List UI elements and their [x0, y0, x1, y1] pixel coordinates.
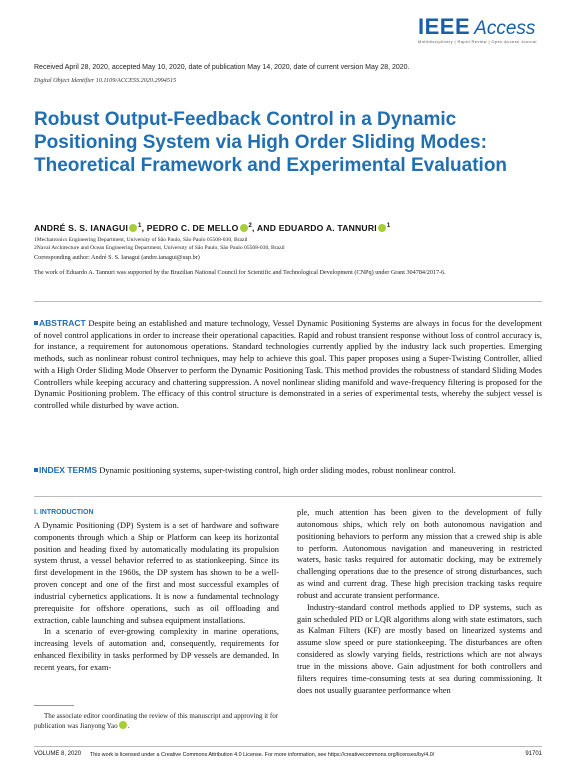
affiliation-1: 1Mechatronics Engineering Department, University of São Paulo, São Paulo 05508-030, Brazil — [34, 237, 248, 243]
editor-footnote: The associate editor coordinating the review of this manuscript and approving it for publication was Jianyong Yao . — [34, 712, 279, 730]
author-1: ANDRÉ S. S. IANAGUI — [34, 223, 129, 233]
author-2-affil: 2 — [248, 223, 253, 230]
index-terms-label: INDEX TERMS — [39, 465, 98, 475]
abstract — [34, 318, 542, 412]
footer-divider — [34, 746, 542, 747]
section-heading: I. INTRODUCTION — [34, 509, 94, 516]
paragraph: In a scenario of ever-growing complexity in marine operations, increasing levels of automation and, consequently, requirements for enhanced flexibility in tasks performed by DP vessels are demanded. In recent years, for exam- — [34, 627, 279, 672]
square-bullet-icon — [34, 468, 38, 472]
affiliation-2: 2Naval Architecture and Ocean Engineering Department, University of São Paulo, São Paulo 05508-030, Brazil — [34, 245, 285, 251]
paragraph: Industry-standard control methods applied to DP systems, such as gain scheduled PID or LQR algorithms along with state estimators, such as Kalman Filters (KF) are mostly based on linearized systems and assume slow speed or pure stationkeeping. The disturbances are often considered as slowly varying fields, restrictions which are not always true in the missions above. Gain adjustment for both controllers and filters requires time-consuming tests at sea during commissioning. It does not usually guarantee performance when — [297, 602, 542, 695]
paragraph: ple, much attention has been given to the development of fully autonomous ships, which rely on both autonomous navigation and positioning behaviors to perform any mission that a crewed ship is able to perform. Autonomous navigation and maneuvering in restricted waters, basic tasks required for automatic docking, may be extremely challenging operations due to the presence of strong disturbances, such as wind and current drag. These high precision tracking tasks require robust and accurate transient performance. — [297, 508, 542, 600]
orcid-icon[interactable] — [378, 224, 386, 232]
index-terms-text: Dynamic positioning systems, super-twisting control, high order sliding modes, robust nonlinear control. — [99, 465, 456, 475]
corresponding-author: Corresponding author: André S. S. Ianagui (andre.ianagui@usp.br) — [34, 254, 200, 261]
author-3: , AND EDUARDO A. TANNURI — [252, 223, 377, 233]
footer-page-number: 91701 — [525, 751, 542, 757]
divider — [34, 496, 542, 497]
doi: Digital Object Identifier 10.1109/ACCESS.2020.2994515 — [34, 77, 177, 84]
footer-license: This work is licensed under a Creative Commons Attribution 4.0 License. For more information, see https://creativecommons.org/licenses/by/4.0/ — [90, 752, 435, 758]
paragraph: A Dynamic Positioning (DP) System is a set of hardware and software components through which a Ship or Platform can keep its horizontal position and heading fixed by automatically modulating its propulsion system thrust, a vessel behavior referred to as stationkeeping. Since its first development in the 1960s, the DP system has shown to be a well-proven concept and one of the first and most successful examples of industrial cybernetics applications. It is now a fundamental technology prerequisite for offshore operations, such as oil offloading and extraction, cable launching and subsea equipment installations. — [34, 520, 279, 625]
received-dates: Received April 28, 2020, accepted May 10, 2020, date of publication May 14, 2020, date of current version May 28, 2020. — [34, 64, 410, 71]
index-terms — [34, 465, 504, 477]
paper-title: Robust Output-Feedback Control in a Dynamic Positioning System via High Order Sliding Modes: Theoretical Framework and Experimental Evaluation — [34, 109, 508, 176]
footnote-divider — [34, 705, 74, 706]
right-column — [297, 507, 542, 697]
author-1-affil: 1 — [138, 223, 142, 230]
logo-ieee-text: IEEE — [418, 14, 471, 39]
author-3-affil: 1 — [386, 223, 391, 230]
ieee-access-logo — [418, 14, 536, 42]
abstract-label: ABSTRACT — [39, 318, 86, 328]
footer-volume: VOLUME 8, 2020 — [34, 751, 82, 757]
funding-statement: The work of Eduardo A. Tannuri was supported by the Brazilian National Council for Scientific and Technological Development (CNPq) under Grant 304784/2017-6. — [34, 269, 446, 276]
logo-access-text: Access — [474, 18, 536, 39]
divider — [34, 301, 542, 302]
abstract-text: Despite being an established and mature technology, Vessel Dynamic Positioning Systems are always in focus for the development of novel control applications in order to increase their operational capacities. Rapid and robust transient response without loss of control accuracy is, for instance, a requirement for autonomous operations. Standard technologies currently applied by the industry lack such properties. Emerging methods, such as nonlinear robust control techniques, may help to achieve this goal. This paper proposes using a Super-Twisting Controller, allied with a High Order Sliding Mode Observer to perform the Dynamic Positioning Task. This method provides the robustness of standard Sliding Modes Controllers while keeping accuracy and chattering suppression. A novel nonlinear sliding manifold and wave-frequency filtering is proposed for the Dynamic Positioning problem. The efficacy of this control structure is demonstrated in a series of experimental tests, whereby the subject vessel is controlled while disturbed by wave action. — [34, 318, 542, 410]
author-list — [34, 223, 390, 233]
orcid-icon[interactable] — [240, 224, 248, 232]
logo-tagline: Multidisciplinary | Rapid Review | Open Access Journal — [418, 39, 537, 44]
orcid-icon[interactable] — [129, 224, 137, 232]
orcid-icon[interactable] — [119, 721, 127, 729]
square-bullet-icon — [34, 321, 38, 325]
author-2: , PEDRO C. DE MELLO — [141, 223, 239, 233]
left-column — [34, 507, 279, 674]
